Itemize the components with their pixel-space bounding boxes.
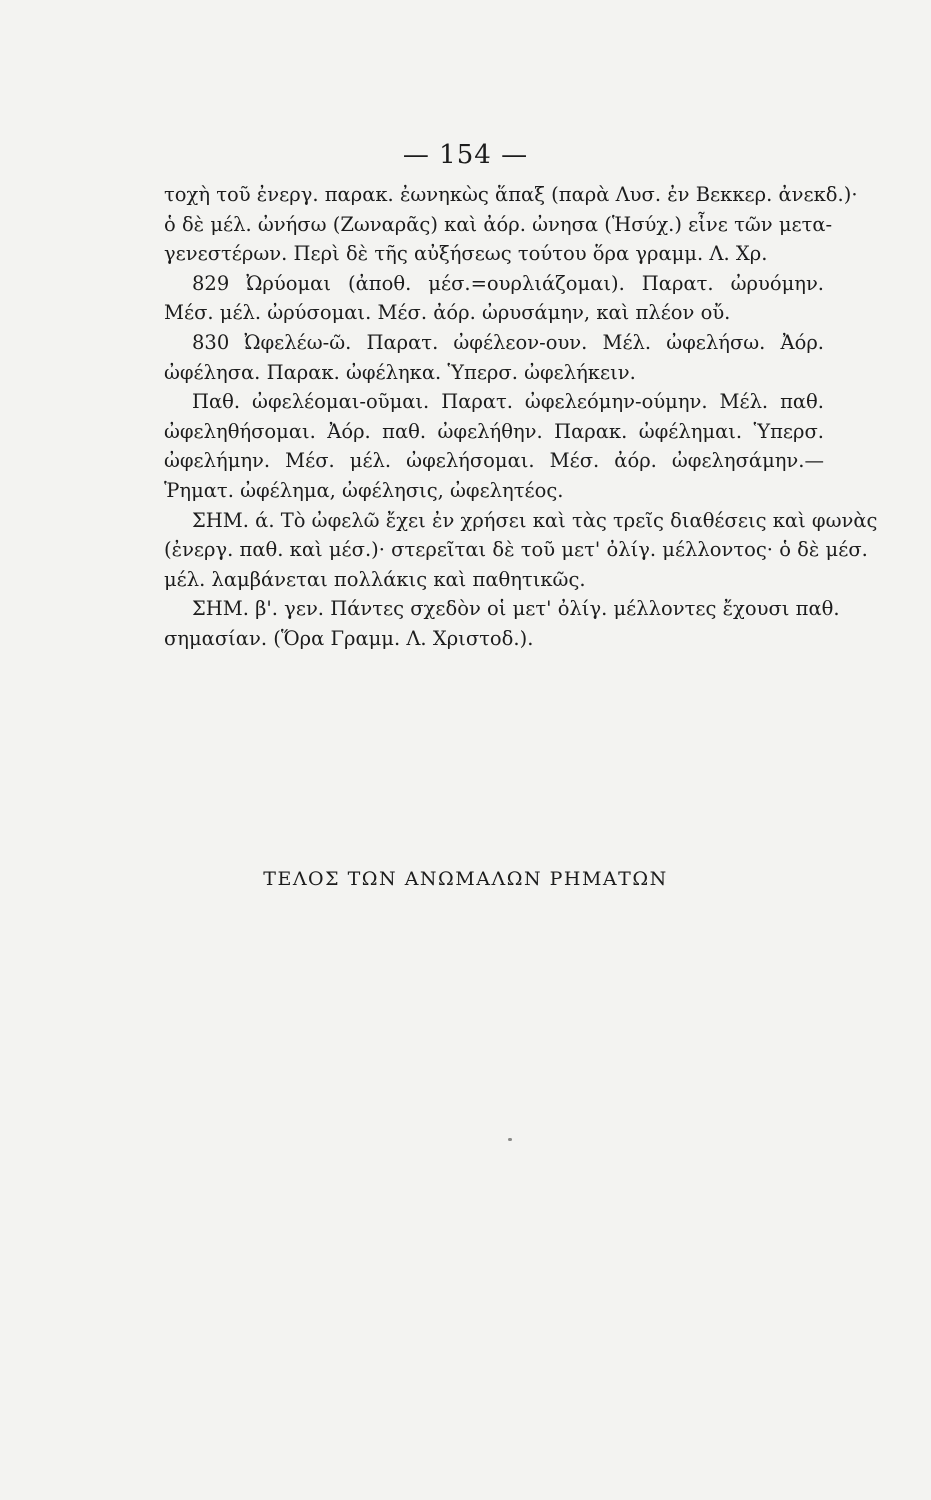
text-line: Μέσ. μέλ. ὠρύσομαι. Μέσ. ἀόρ. ὠρυσάμην, καὶ πλέον οὔ. [164,301,731,325]
text-line: ὁ δὲ μέλ. ὠνήσω (Ζωναρᾶς) καὶ ἀόρ. ὠνησα (Ἡσύχ.) εἶνε τῶν μετα- [164,212,833,236]
entry-829-line: 829 Ὠρύομαι (ἀποθ. μέσ.=ουρλιάζομαι). Παρατ. ὠρυόμην. [192,271,824,295]
text-line: γενεστέρων. Περὶ δὲ τῆς αὐξήσεως τούτου ὅρα γραμμ. Λ. Χρ. [164,242,768,266]
page-number: — 154 — [402,140,529,170]
end-title: ΤΕΛΟΣ ΤΩΝ ΑΝΩΜΑΛΩΝ ΡΗΜΑΤΩΝ [263,868,668,890]
paper-speck [508,1138,512,1141]
text-line: μέλ. λαμβάνεται πολλάκις καὶ παθητικῶς. [164,567,586,591]
text-line: σημασίαν. (Ὅρα Γραμμ. Λ. Χριστοδ.). [164,626,534,650]
body-text [164,180,878,654]
text-line: ὠφέλησα. Παρακ. ὠφέληκα. Ὑπερσ. ὠφελήκειν. [164,360,636,384]
text-line: τοχὴ τοῦ ἐνεργ. παρακ. ἐωνηκὼς ἅπαξ (παρὰ Λυσ. ἐν Βεκκερ. ἀνεκδ.)· [164,183,858,206]
text-line: (ἐνεργ. παθ. καὶ μέσ.)· στερεῖται δὲ τοῦ μετ' ὀλίγ. μέλλοντος· ὁ δὲ μέσ. [164,538,868,562]
text-line: ὠφελήμην. Μέσ. μέλ. ὠφελήσομαι. Μέσ. ἀόρ. ὠφελησάμην.— [164,449,824,473]
note-2-line: ΣΗΜ. β'. γεν. Πάντες σχεδὸν οἱ μετ' ὀλίγ. μέλλοντες ἔχουσι παθ. [192,597,840,621]
note-1-line: ΣΗΜ. ά. Τὸ ὠφελῶ ἔχει ἐν χρήσει καὶ τὰς τρεῖς διαθέσεις καὶ φωνὰς [192,508,878,532]
text-line: ὠφεληθήσομαι. Ἀόρ. παθ. ὠφελήθην. Παρακ. ὠφέλημαι. Ὑπερσ. [164,419,824,443]
text-line: Ῥηματ. ὠφέλημα, ὠφέλησις, ὠφελητέος. [164,478,564,502]
entry-830-line: 830 Ὠφελέω-ῶ. Παρατ. ὠφέλεον-ουν. Μέλ. ὠφελήσω. Ἀόρ. [192,330,824,354]
text-line: Παθ. ὠφελέομαι-οῦμαι. Παρατ. ὠφελεόμην-ούμην. Μέλ. παθ. [192,390,824,414]
